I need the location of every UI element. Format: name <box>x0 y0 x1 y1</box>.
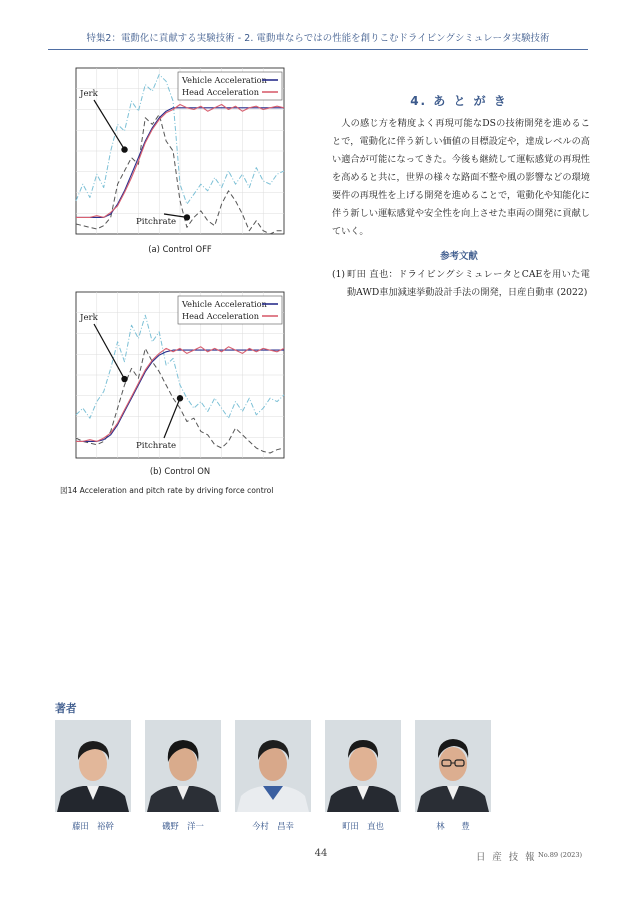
figure-caption: 図14 Acceleration and pitch rate by driving force control <box>60 486 274 495</box>
section-title: 4. あ と が き <box>410 94 508 108</box>
author-photo <box>235 720 311 812</box>
author-name: 町田 直也 <box>342 821 384 831</box>
pitchrate-dot <box>177 395 183 401</box>
author-card <box>145 720 221 832</box>
reference-item <box>332 266 590 302</box>
author-name: 林 豊 <box>436 821 470 831</box>
reference-text: 町田 直也：ドライビングシミュレータとCAEを用いた電動AWD車加減速挙動設計手法の開発，日産自動車 (2022) <box>347 269 590 298</box>
authors-heading: 著者 <box>55 702 77 715</box>
pitchrate-annotation: Pitchrate <box>136 441 177 451</box>
legend-label: Head Acceleration <box>182 87 260 97</box>
author-card <box>325 720 401 832</box>
reference-number: (1) <box>332 269 346 280</box>
pitchrate-annotation: Pitchrate <box>136 217 177 227</box>
author-name: 磯野 洋一 <box>162 821 204 831</box>
figure-b-label: (b) Control ON <box>149 466 211 476</box>
references-heading: 参考文献 <box>440 251 478 262</box>
figure-a-label: (a) Control OFF <box>148 244 212 254</box>
legend-label: Vehicle Acceleration <box>182 299 267 309</box>
legend-label: Vehicle Acceleration <box>182 75 267 85</box>
author-name: 今村 昌幸 <box>252 821 294 831</box>
journal-name: 日 産 技 報 <box>476 852 537 863</box>
figure-a-chart <box>74 66 286 236</box>
issue-number: No.89 (2023) <box>538 851 583 859</box>
pitchrate-dot <box>184 214 190 220</box>
author-name: 藤田 裕幹 <box>72 821 114 831</box>
header-rule <box>48 49 588 50</box>
figure-b-chart <box>74 290 286 460</box>
figure-b-svg <box>74 290 286 460</box>
figure-a-svg <box>74 66 286 236</box>
section-paragraph: 人の感じ方を精度よく再現可能なDSの技術開発を進めることで，電動化に伴う新しい価値の目標設定や，達成レベルの高い適合が可能になってきた。今後も継続して運転感覚の再現性を高めると共に，世界の様々な路面不整や風の影響などの環境要件の再現性を上げる開発を進めることで，電動化や知能化に伴う新しい運転感覚や安全性を向上させた車両の開発に貢献していく。 <box>332 118 590 237</box>
running-header: 特集2：電動化に貢献する実験技術 - 2. 電動車ならではの性能を創りこむドライビングシミュレータ実験技術 <box>86 33 550 44</box>
page-number: 44 <box>314 848 328 859</box>
author-card <box>55 720 131 832</box>
jerk-annotation: Jerk <box>80 89 98 99</box>
author-card <box>235 720 311 832</box>
jerk-dot <box>121 376 127 382</box>
author-card <box>415 720 491 832</box>
author-photo <box>55 720 131 812</box>
jerk-dot <box>121 146 127 152</box>
author-photo <box>415 720 491 812</box>
author-photo <box>145 720 221 812</box>
author-photo <box>325 720 401 812</box>
legend-label: Head Acceleration <box>182 311 260 321</box>
jerk-annotation: Jerk <box>80 313 98 323</box>
